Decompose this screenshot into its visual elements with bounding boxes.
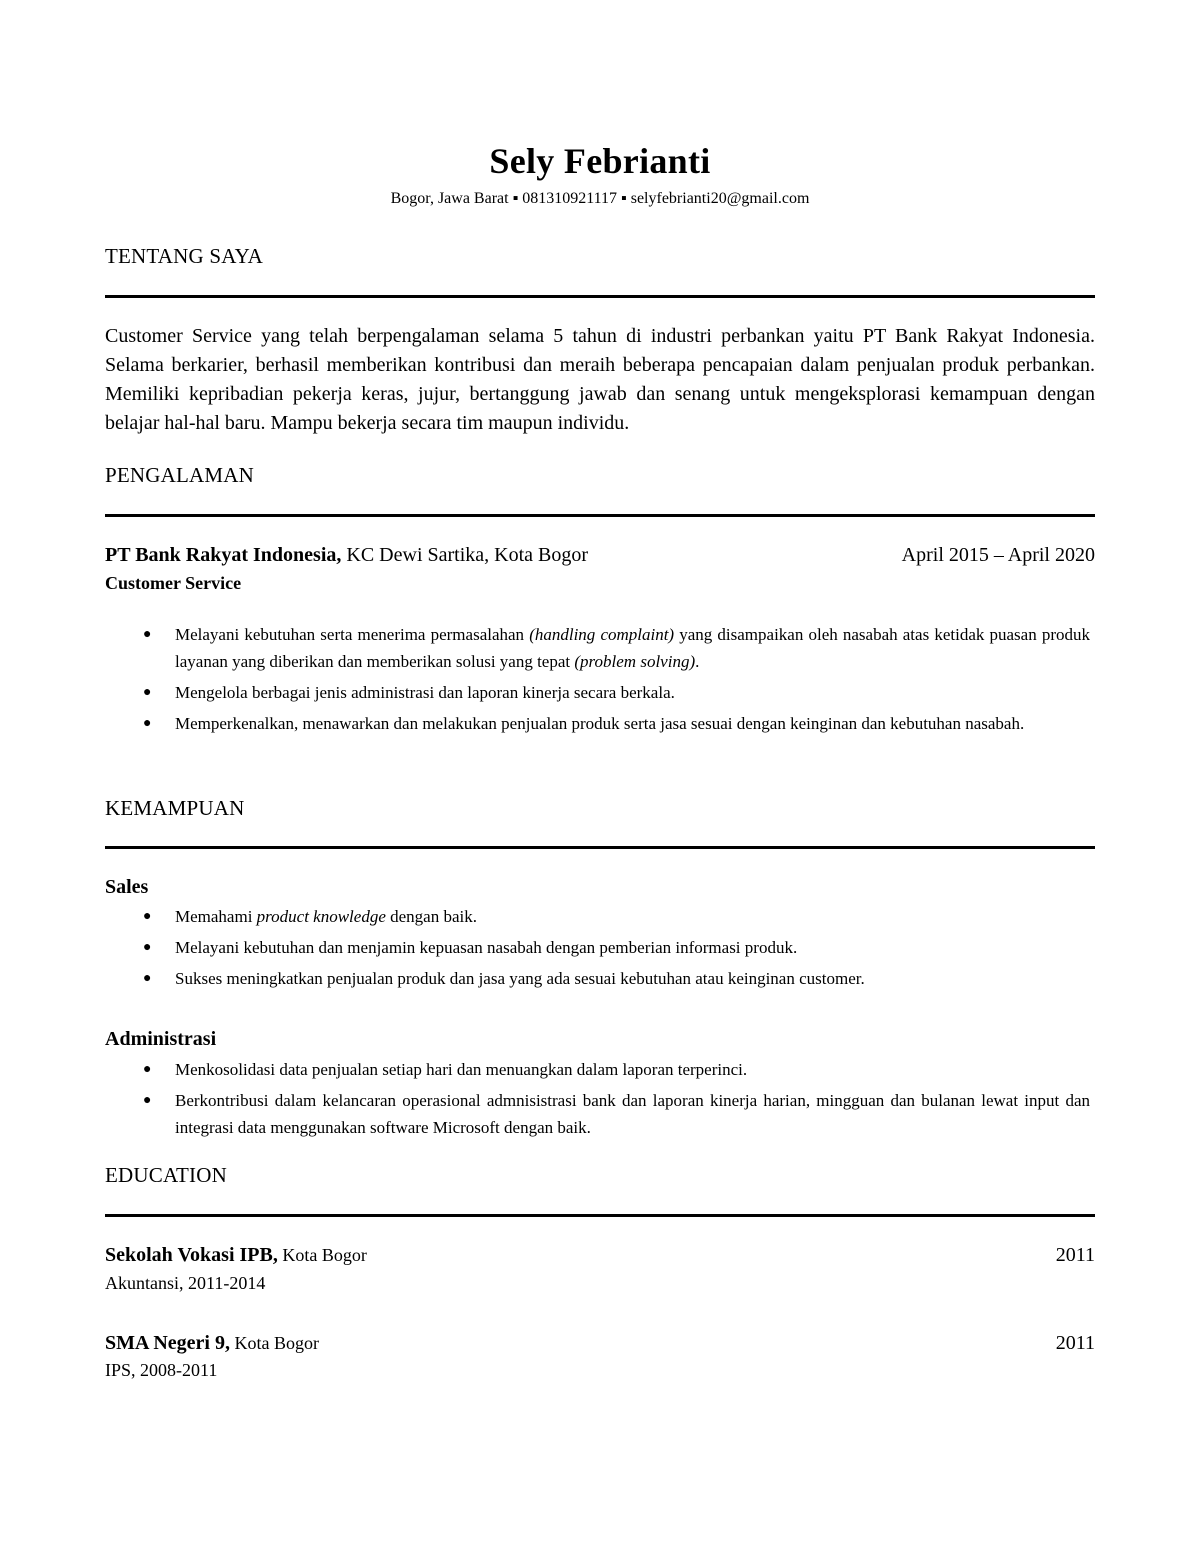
bullet-icon: ● xyxy=(143,627,152,642)
bullet-icon: ● xyxy=(143,971,152,986)
list-item: ● Melayani kebutuhan serta menerima permasalahan (handling complaint) yang disampaikan oleh nasabah atas ketidak puasan produk layanan yang diberikan dan memberikan solusi yang tepat (problem solving). xyxy=(105,621,1090,675)
education-item xyxy=(105,1244,1095,1267)
contact-info: Bogor, Jawa Barat ▪ 081310921117 ▪ selyfebrianti20@gmail.com xyxy=(390,190,810,207)
bullet-icon: ● xyxy=(143,716,152,731)
sales-bullets xyxy=(105,903,1090,996)
bullet-icon: ● xyxy=(143,1093,152,1108)
section-divider xyxy=(105,1214,1095,1217)
education-detail: Akuntansi, 2011-2014 xyxy=(105,1273,266,1293)
admin-bullets xyxy=(105,1056,1090,1145)
school-name: SMA Negeri 9, xyxy=(105,1332,230,1354)
school-city: Kota Bogor xyxy=(277,1245,367,1265)
job-role: Customer Service xyxy=(105,573,242,593)
list-item: ● Menkosolidasi data penjualan setiap hari dan menuangkan dalam laporan terperinci. xyxy=(105,1056,1090,1083)
skill-heading-sales: Sales xyxy=(105,876,149,898)
skill-heading-admin: Administrasi xyxy=(105,1028,217,1050)
section-divider xyxy=(105,514,1095,517)
section-divider xyxy=(105,295,1095,298)
list-item: ● Memperkenalkan, menawarkan dan melakukan penjualan produk serta jasa sesuai dengan keinginan dan kebutuhan nasabah. xyxy=(105,710,1090,737)
experience-period: April 2015 – April 2020 xyxy=(901,544,1095,566)
section-title-education: EDUCATION xyxy=(105,1163,227,1187)
education-detail: IPS, 2008-2011 xyxy=(105,1360,218,1380)
education-year: 2011 xyxy=(1055,1332,1095,1354)
school-city: Kota Bogor xyxy=(229,1333,319,1353)
bullet-icon: ● xyxy=(143,940,152,955)
about-paragraph: Customer Service yang telah berpengalaman selama 5 tahun di industri perbankan yaitu PT Bank Rakyat Indonesia. Selama berkarier, berhasil memberikan kontribusi dan meraih beberapa pencapaian dalam penjualan produk perbankan. Memiliki kepribadian pekerja keras, jujur, bertanggung jawab dan senang untuk mengeksplorasi kemampuan dengan belajar hal-hal baru. Mampu bekerja secara tim maupun individu. xyxy=(105,325,1095,434)
company-location: KC Dewi Sartika, Kota Bogor xyxy=(341,544,589,566)
list-item: ● Mengelola berbagai jenis administrasi dan laporan kinerja secara berkala. xyxy=(105,679,1090,706)
bullet-icon: ● xyxy=(143,685,152,700)
education-year: 2011 xyxy=(1055,1244,1095,1266)
education-item xyxy=(105,1332,1095,1355)
company-name: PT Bank Rakyat Indonesia, xyxy=(105,544,342,566)
section-title-skills: KEMAMPUAN xyxy=(105,796,245,820)
school-name: Sekolah Vokasi IPB, xyxy=(105,1244,278,1266)
bullet-icon: ● xyxy=(143,909,152,924)
list-item: ● Sukses meningkatkan penjualan produk dan jasa yang ada sesuai kebutuhan atau keinginan customer. xyxy=(105,965,1090,992)
list-item: ● Berkontribusi dalam kelancaran operasional admnisistrasi bank dan laporan kinerja harian, mingguan dan bulanan lewat input dan integrasi data menggunakan software Microsoft dengan baik. xyxy=(105,1087,1090,1141)
experience-bullets xyxy=(105,621,1090,741)
list-item: ● Memahami product knowledge dengan baik. xyxy=(105,903,1090,930)
section-divider xyxy=(105,846,1095,849)
candidate-name: Sely Febrianti xyxy=(489,141,711,181)
section-title-about: TENTANG SAYA xyxy=(105,244,264,268)
list-item: ● Melayani kebutuhan dan menjamin kepuasan nasabah dengan pemberian informasi produk. xyxy=(105,934,1090,961)
bullet-icon: ● xyxy=(143,1062,152,1077)
experience-header xyxy=(105,544,1095,567)
section-title-experience: PENGALAMAN xyxy=(105,463,254,487)
